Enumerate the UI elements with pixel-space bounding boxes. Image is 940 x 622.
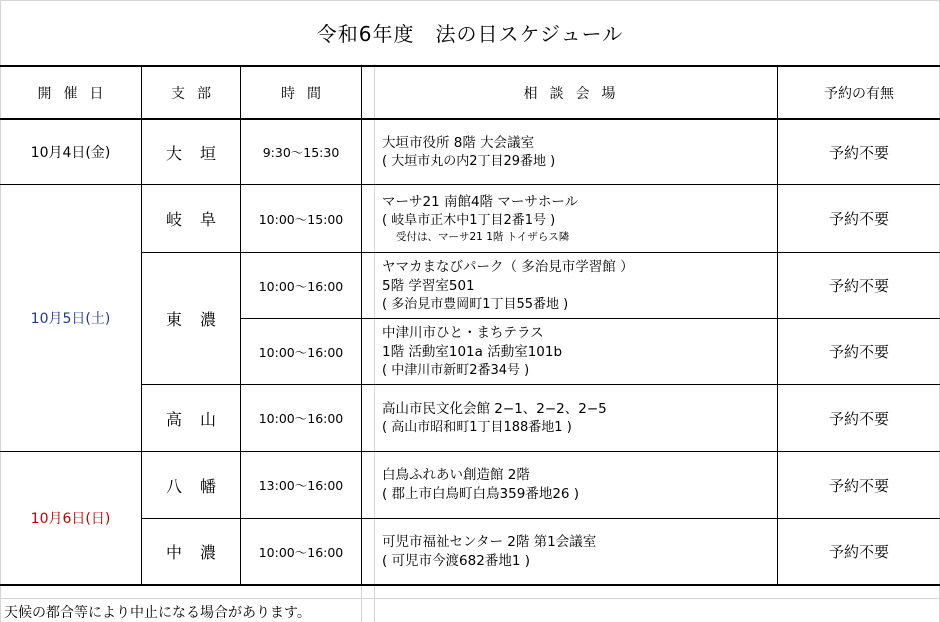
time-cell: 10:00〜16:00 [258, 278, 344, 294]
time-cell: 10:00〜16:00 [258, 411, 344, 426]
page-title: 令和6年度 法の日スケジュール [316, 22, 624, 46]
venue-cell [382, 253, 774, 318]
venue-address: ( 大垣市丸の内2丁目29番地 ) [382, 153, 556, 169]
venue-name: 白鳥ふれあい創造館 2階 [382, 467, 530, 483]
date-cell: 10月4日(金) [30, 145, 111, 161]
venue-room: 1階 活動室101a 活動室101b [382, 343, 563, 360]
reservation-cell: 予約不要 [828, 476, 889, 495]
venue-cell [382, 120, 774, 184]
footnote: 天候の都合等により中止になる場合があります。 [4, 605, 311, 621]
reservation-cell: 予約不要 [828, 343, 889, 361]
branch-cell: 大垣 [165, 143, 234, 163]
venue-cell [382, 519, 774, 584]
branch-cell: 高山 [165, 409, 234, 429]
table-border [361, 66, 362, 585]
gridline [374, 64, 375, 622]
date-cell: 10月6日(日) [30, 511, 111, 527]
time-cell: 9:30〜15:30 [262, 145, 340, 160]
venue-cell [382, 185, 774, 252]
header-venue: 相談会場 [523, 85, 628, 102]
header-time: 時間 [281, 85, 333, 102]
reservation-cell: 予約不要 [828, 277, 889, 295]
reservation-cell: 予約不要 [828, 543, 889, 561]
venue-name: マーサ21 南館4階 マーサホール [382, 194, 579, 210]
venue-address: ( 中津川市新町2番34号 ) [382, 362, 530, 378]
venue-name: ヤマカまなびパーク（ 多治見市学習館 ） [382, 258, 634, 275]
header-reservation: 予約の有無 [824, 85, 894, 102]
header-branch: 支部 [171, 85, 223, 102]
time-cell: 10:00〜16:00 [258, 344, 344, 360]
time-cell: 10:00〜15:00 [258, 211, 344, 227]
venue-cell [382, 452, 774, 518]
reservation-cell: 予約不要 [828, 409, 889, 428]
gridline [0, 0, 940, 1]
time-cell: 13:00〜16:00 [258, 478, 344, 493]
venue-room: 5階 学習室501 [382, 277, 475, 294]
venue-address: ( 郡上市白鳥町白鳥359番地26 ) [382, 486, 580, 502]
venue-address: ( 岐阜市正木中1丁目2番1号 ) [382, 213, 556, 228]
venue-note: 受付は、マーサ21 1階 トイザらス隣 [396, 231, 570, 243]
branch-cell: 中濃 [165, 543, 234, 562]
venue-cell [382, 385, 774, 451]
branch-cell: 八幡 [165, 476, 234, 496]
venue-name: 大垣市役所 8階 大会議室 [382, 134, 535, 151]
reservation-cell: 予約不要 [828, 210, 889, 228]
branch-cell: 岐阜 [165, 210, 234, 229]
venue-address: ( 高山市昭和町1丁目188番地1 ) [382, 419, 572, 435]
branch-cell: 東濃 [165, 310, 234, 329]
venue-cell [382, 319, 774, 384]
header-date: 開催日 [37, 85, 116, 102]
date-cell: 10月5日(土) [30, 311, 111, 327]
gridline [0, 598, 940, 599]
venue-name: 中津川市ひと・まちテラス [382, 324, 544, 341]
venue-address: ( 多治見市豊岡町1丁目55番地 ) [382, 296, 569, 312]
venue-name: 可児市福祉センター 2階 第1会議室 [382, 533, 597, 550]
venue-address: ( 可児市今渡682番地1 ) [382, 552, 530, 569]
reservation-cell: 予約不要 [828, 143, 889, 162]
time-cell: 10:00〜16:00 [258, 544, 344, 560]
venue-name: 高山市民文化会館 2−1、2−2、2−5 [382, 400, 607, 417]
